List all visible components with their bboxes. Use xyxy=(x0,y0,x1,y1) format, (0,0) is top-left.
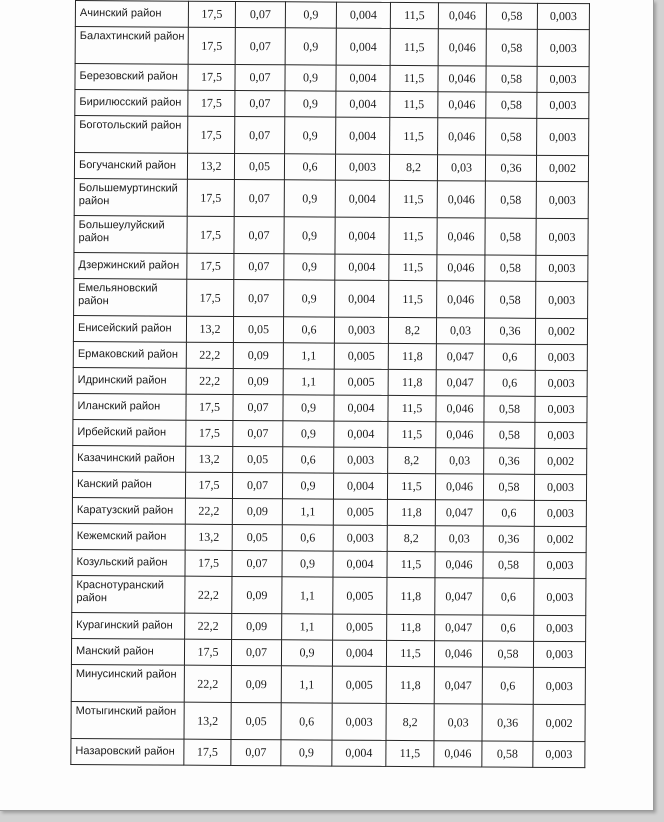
value-cell: 0,004 xyxy=(335,280,389,317)
value-cell: 8,2 xyxy=(387,525,435,551)
value-cell: 0,003 xyxy=(535,344,587,370)
value-cell: 0,005 xyxy=(333,614,387,640)
value-cell: 0,58 xyxy=(482,741,533,767)
value-cell: 0,003 xyxy=(536,281,588,318)
value-cell: 0,046 xyxy=(437,281,485,318)
value-cell: 11,8 xyxy=(387,614,435,640)
value-cell: 0,58 xyxy=(485,255,536,281)
value-cell: 0,07 xyxy=(235,90,285,116)
value-cell: 0,9 xyxy=(283,421,334,447)
value-cell: 1,1 xyxy=(282,577,333,614)
value-cell: 11,5 xyxy=(390,65,438,91)
value-cell: 0,58 xyxy=(486,3,537,29)
value-cell: 8,2 xyxy=(389,154,437,180)
value-cell: 0,36 xyxy=(483,526,534,552)
value-cell: 0,9 xyxy=(284,217,335,254)
district-table xyxy=(70,0,590,768)
value-cell: 11,5 xyxy=(387,551,435,577)
value-cell: 22,2 xyxy=(186,368,233,394)
value-cell: 0,046 xyxy=(438,29,486,66)
value-cell: 8,2 xyxy=(388,447,436,473)
value-cell: 17,5 xyxy=(186,420,233,446)
value-cell: 0,07 xyxy=(234,216,284,253)
value-cell: 0,58 xyxy=(482,641,533,667)
value-cell: 0,046 xyxy=(437,218,485,255)
value-cell: 0,003 xyxy=(535,396,587,422)
value-cell: 13,2 xyxy=(185,524,232,550)
table-row xyxy=(75,64,589,93)
value-cell: 17,5 xyxy=(185,472,232,498)
value-cell: 0,003 xyxy=(534,578,586,615)
value-cell: 0,07 xyxy=(233,394,283,420)
district-name-cell: Большеулуйский район xyxy=(74,215,187,253)
value-cell: 0,003 xyxy=(534,615,586,641)
value-cell: 17,5 xyxy=(188,27,235,64)
value-cell: 1,1 xyxy=(283,369,334,395)
value-cell: 0,046 xyxy=(434,741,482,767)
value-cell: 0,9 xyxy=(285,117,336,154)
table-row xyxy=(72,612,586,641)
value-cell: 0,004 xyxy=(335,180,389,217)
value-cell: 0,07 xyxy=(232,472,282,498)
value-cell: 0,58 xyxy=(483,474,534,500)
value-cell: 0,07 xyxy=(231,639,281,665)
value-cell: 0,005 xyxy=(334,343,388,369)
district-name-cell: Кежемский район xyxy=(72,523,185,550)
value-cell: 11,5 xyxy=(389,180,437,217)
value-cell: 0,003 xyxy=(335,154,389,180)
value-cell: 0,09 xyxy=(233,342,283,368)
value-cell: 0,6 xyxy=(482,667,533,704)
value-cell: 1,1 xyxy=(282,614,333,640)
table-row xyxy=(73,315,587,344)
district-name-cell: Курагинский район xyxy=(72,612,185,639)
table-row xyxy=(71,638,585,667)
table-row xyxy=(73,419,587,448)
value-cell: 0,09 xyxy=(231,665,281,702)
value-cell: 11,8 xyxy=(387,577,435,614)
value-cell: 11,8 xyxy=(387,499,435,525)
value-cell: 17,5 xyxy=(187,216,234,253)
value-cell: 0,07 xyxy=(231,739,281,765)
value-cell: 13,2 xyxy=(186,446,233,472)
table-row xyxy=(73,445,587,474)
table-row xyxy=(75,27,589,67)
value-cell: 0,004 xyxy=(332,740,386,766)
value-cell: 0,58 xyxy=(485,181,536,218)
table-row xyxy=(72,523,586,552)
table-row xyxy=(71,738,585,767)
value-cell: 11,5 xyxy=(390,117,438,154)
value-cell: 0,046 xyxy=(438,92,486,118)
table-row xyxy=(74,215,588,255)
value-cell: 22,2 xyxy=(184,665,231,702)
table-row xyxy=(72,575,586,615)
district-name-cell: Емельяновский район xyxy=(74,278,187,316)
value-cell: 0,36 xyxy=(482,704,533,741)
value-cell: 0,36 xyxy=(485,155,536,181)
district-name-cell: Большемуртинский район xyxy=(74,178,187,216)
value-cell: 0,07 xyxy=(233,420,283,446)
district-name-cell: Канский район xyxy=(72,471,185,498)
value-cell: 8,2 xyxy=(388,317,436,343)
district-name-cell: Ермаковский район xyxy=(73,341,186,368)
value-cell: 11,5 xyxy=(390,2,438,28)
value-cell: 0,005 xyxy=(332,666,386,703)
value-cell: 0,003 xyxy=(334,447,388,473)
value-cell: 0,003 xyxy=(535,370,587,396)
table-row xyxy=(73,367,587,396)
value-cell: 0,07 xyxy=(234,179,284,216)
value-cell: 0,9 xyxy=(281,640,332,666)
value-cell: 0,005 xyxy=(333,577,387,614)
value-cell: 0,003 xyxy=(537,118,589,155)
table-body xyxy=(71,1,590,768)
value-cell: 0,003 xyxy=(533,667,585,704)
table-row xyxy=(74,178,588,218)
value-cell: 0,58 xyxy=(486,29,537,66)
value-cell: 0,9 xyxy=(285,91,336,117)
value-cell: 0,07 xyxy=(234,253,284,279)
value-cell: 11,5 xyxy=(389,254,437,280)
value-cell: 0,004 xyxy=(334,421,388,447)
value-cell: 1,1 xyxy=(282,499,333,525)
table-row xyxy=(73,341,587,370)
value-cell: 0,047 xyxy=(436,370,484,396)
value-cell: 0,047 xyxy=(434,667,482,704)
value-cell: 0,004 xyxy=(336,28,390,65)
value-cell: 22,2 xyxy=(185,613,232,639)
value-cell: 0,58 xyxy=(486,66,537,92)
value-cell: 0,004 xyxy=(333,473,387,499)
district-name-cell: Бирилюсский район xyxy=(75,90,188,117)
value-cell: 0,002 xyxy=(535,448,587,474)
value-cell: 0,9 xyxy=(285,2,336,28)
value-cell: 0,005 xyxy=(334,369,388,395)
value-cell: 17,5 xyxy=(186,394,233,420)
value-cell: 0,002 xyxy=(535,318,587,344)
value-cell: 11,5 xyxy=(387,473,435,499)
value-cell: 0,004 xyxy=(334,395,388,421)
value-cell: 13,2 xyxy=(187,153,234,179)
district-name-cell: Березовский район xyxy=(75,64,188,91)
value-cell: 0,004 xyxy=(336,65,390,91)
value-cell: 17,5 xyxy=(188,116,235,153)
value-cell: 0,36 xyxy=(484,318,535,344)
value-cell: 0,9 xyxy=(281,740,332,766)
value-cell: 0,003 xyxy=(537,66,589,92)
value-cell: 0,6 xyxy=(283,447,334,473)
value-cell: 0,004 xyxy=(335,254,389,280)
value-cell: 0,003 xyxy=(537,92,589,118)
value-cell: 11,8 xyxy=(388,343,436,369)
value-cell: 0,03 xyxy=(434,704,482,741)
value-cell: 0,6 xyxy=(282,525,333,551)
value-cell: 0,002 xyxy=(536,155,588,181)
value-cell: 0,003 xyxy=(333,525,387,551)
district-name-cell: Дзержинский район xyxy=(74,252,187,279)
value-cell: 0,047 xyxy=(435,615,483,641)
value-cell: 0,047 xyxy=(435,578,483,615)
value-cell: 13,2 xyxy=(184,702,231,739)
value-cell: 0,047 xyxy=(436,344,484,370)
value-cell: 0,046 xyxy=(437,181,485,218)
district-name-cell: Балахтинский район xyxy=(75,27,188,65)
value-cell: 0,003 xyxy=(535,422,587,448)
value-cell: 0,9 xyxy=(284,180,335,217)
value-cell: 1,1 xyxy=(283,343,334,369)
value-cell: 13,2 xyxy=(186,316,233,342)
district-name-cell: Боготольский район xyxy=(75,116,188,154)
value-cell: 11,5 xyxy=(388,421,436,447)
value-cell: 0,58 xyxy=(486,92,537,118)
value-cell: 11,5 xyxy=(388,395,436,421)
value-cell: 0,003 xyxy=(536,255,588,281)
value-cell: 11,5 xyxy=(389,280,437,317)
value-cell: 22,2 xyxy=(185,498,232,524)
value-cell: 17,5 xyxy=(187,253,234,279)
value-cell: 0,09 xyxy=(232,576,282,613)
value-cell: 22,2 xyxy=(186,342,233,368)
value-cell: 0,003 xyxy=(534,474,586,500)
value-cell: 0,07 xyxy=(235,116,285,153)
value-cell: 0,046 xyxy=(438,118,486,155)
value-cell: 0,58 xyxy=(484,422,535,448)
value-cell: 0,6 xyxy=(284,154,335,180)
table-row xyxy=(75,1,589,30)
table-row xyxy=(72,471,586,500)
value-cell: 0,05 xyxy=(234,153,284,179)
value-cell: 0,003 xyxy=(533,641,585,667)
value-cell: 0,6 xyxy=(483,500,534,526)
value-cell: 0,003 xyxy=(332,703,386,740)
value-cell: 0,046 xyxy=(438,3,486,29)
table-row xyxy=(74,252,588,281)
value-cell: 0,05 xyxy=(232,524,282,550)
value-cell: 17,5 xyxy=(187,179,234,216)
value-cell: 17,5 xyxy=(184,639,231,665)
district-name-cell: Назаровский район xyxy=(71,738,184,765)
value-cell: 11,5 xyxy=(386,740,434,766)
value-cell: 0,004 xyxy=(335,217,389,254)
value-cell: 0,05 xyxy=(233,316,283,342)
value-cell: 0,004 xyxy=(333,551,387,577)
value-cell: 0,03 xyxy=(436,318,484,344)
value-cell: 0,004 xyxy=(336,117,390,154)
value-cell: 0,046 xyxy=(435,552,483,578)
value-cell: 11,5 xyxy=(390,91,438,117)
value-cell: 0,046 xyxy=(436,422,484,448)
value-cell: 17,5 xyxy=(185,550,232,576)
value-cell: 11,5 xyxy=(386,640,434,666)
table-row xyxy=(71,701,585,741)
value-cell: 1,1 xyxy=(281,666,332,703)
value-cell: 0,003 xyxy=(534,500,586,526)
value-cell: 0,9 xyxy=(282,473,333,499)
value-cell: 11,5 xyxy=(389,217,437,254)
table-row xyxy=(71,664,585,704)
value-cell: 0,9 xyxy=(282,551,333,577)
table-row xyxy=(72,549,586,578)
value-cell: 0,046 xyxy=(434,641,482,667)
value-cell: 0,05 xyxy=(233,446,283,472)
value-cell: 0,047 xyxy=(435,500,483,526)
value-cell: 0,07 xyxy=(232,550,282,576)
district-name-cell: Иланский район xyxy=(73,393,186,420)
table-row xyxy=(74,278,588,318)
value-cell: 0,003 xyxy=(536,218,588,255)
district-name-cell: Идринский район xyxy=(73,367,186,394)
district-name-cell: Краснотуранский район xyxy=(72,575,185,613)
value-cell: 17,5 xyxy=(184,739,231,765)
district-name-cell: Енисейский район xyxy=(73,315,186,342)
value-cell: 0,58 xyxy=(484,396,535,422)
value-cell: 0,046 xyxy=(438,66,486,92)
table-row xyxy=(73,393,587,422)
value-cell: 0,9 xyxy=(284,254,335,280)
value-cell: 0,003 xyxy=(537,29,589,66)
value-cell: 0,6 xyxy=(283,317,334,343)
district-name-cell: Каратузский район xyxy=(72,497,185,524)
value-cell: 0,9 xyxy=(285,28,336,65)
value-cell: 0,003 xyxy=(537,3,589,29)
value-cell: 8,2 xyxy=(386,703,434,740)
value-cell: 0,09 xyxy=(233,368,283,394)
value-cell: 0,07 xyxy=(235,1,285,27)
value-cell: 22,2 xyxy=(185,576,232,613)
value-cell: 0,004 xyxy=(332,640,386,666)
value-cell: 0,58 xyxy=(486,118,537,155)
value-cell: 0,003 xyxy=(534,552,586,578)
table-row xyxy=(74,153,588,182)
value-cell: 0,58 xyxy=(483,552,534,578)
value-cell: 0,002 xyxy=(534,526,586,552)
value-cell: 0,36 xyxy=(484,448,535,474)
value-cell: 0,9 xyxy=(283,395,334,421)
value-cell: 17,5 xyxy=(187,279,234,316)
value-cell: 0,07 xyxy=(234,279,284,316)
value-cell: 0,6 xyxy=(484,344,535,370)
value-cell: 0,003 xyxy=(334,317,388,343)
value-cell: 0,07 xyxy=(235,64,285,90)
district-name-cell: Манский район xyxy=(71,638,184,665)
value-cell: 0,046 xyxy=(435,474,483,500)
district-name-cell: Ирбейский район xyxy=(73,419,186,446)
value-cell: 0,9 xyxy=(285,65,336,91)
value-cell: 17,5 xyxy=(188,64,235,90)
district-name-cell: Ачинский район xyxy=(75,1,188,28)
value-cell: 0,05 xyxy=(231,702,281,739)
value-cell: 17,5 xyxy=(188,1,235,27)
table-row xyxy=(75,90,589,119)
table-row xyxy=(72,497,586,526)
value-cell: 0,6 xyxy=(484,370,535,396)
value-cell: 0,03 xyxy=(435,526,483,552)
value-cell: 0,004 xyxy=(336,2,390,28)
district-name-cell: Мотыгинский район xyxy=(71,701,184,739)
value-cell: 11,5 xyxy=(390,28,438,65)
value-cell: 17,5 xyxy=(188,90,235,116)
district-name-cell: Козульский район xyxy=(72,549,185,576)
district-name-cell: Минусинский район xyxy=(71,664,184,702)
value-cell: 0,58 xyxy=(485,281,536,318)
value-cell: 0,6 xyxy=(483,578,534,615)
value-cell: 0,07 xyxy=(235,27,285,64)
table-row xyxy=(75,116,589,156)
value-cell: 0,002 xyxy=(533,704,585,741)
value-cell: 0,6 xyxy=(483,615,534,641)
value-cell: 11,8 xyxy=(386,666,434,703)
value-cell: 0,046 xyxy=(436,396,484,422)
district-name-cell: Богучанский район xyxy=(74,153,187,180)
value-cell: 0,6 xyxy=(281,703,332,740)
value-cell: 11,8 xyxy=(388,369,436,395)
district-name-cell: Казачинский район xyxy=(73,445,186,472)
value-cell: 0,9 xyxy=(284,280,335,317)
value-cell: 0,09 xyxy=(232,613,282,639)
value-cell: 0,03 xyxy=(437,155,485,181)
value-cell: 0,005 xyxy=(333,499,387,525)
value-cell: 0,58 xyxy=(485,218,536,255)
value-cell: 0,09 xyxy=(232,498,282,524)
value-cell: 0,046 xyxy=(437,255,485,281)
value-cell: 0,03 xyxy=(436,448,484,474)
value-cell: 0,004 xyxy=(336,91,390,117)
value-cell: 0,003 xyxy=(533,741,585,767)
value-cell: 0,003 xyxy=(536,181,588,218)
